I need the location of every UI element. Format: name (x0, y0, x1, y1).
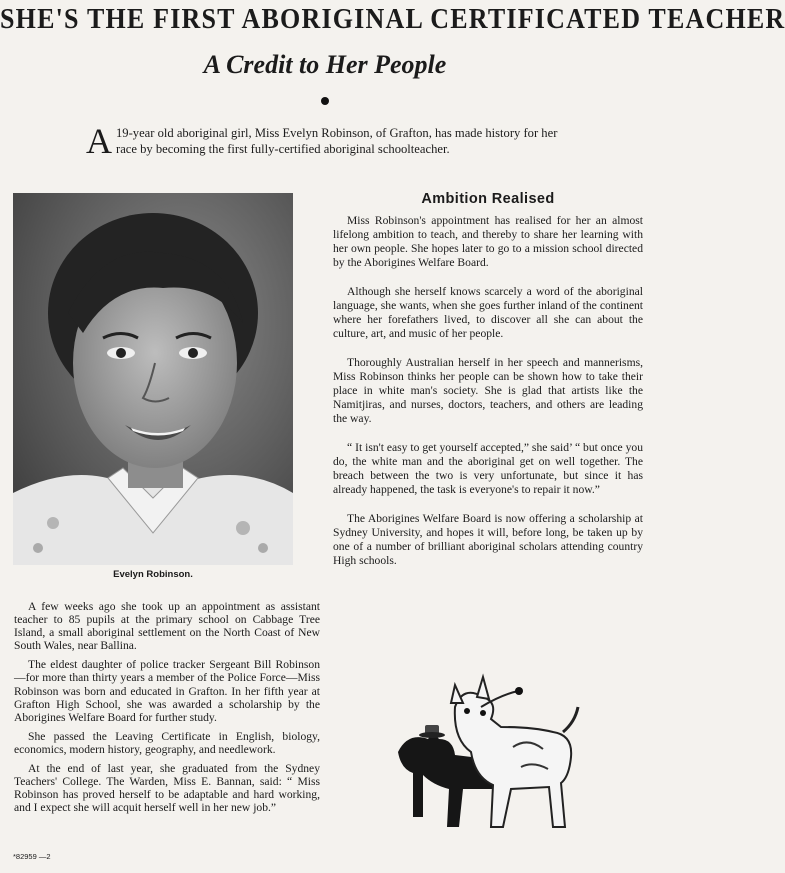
subheadline: A Credit to Her People (203, 50, 447, 79)
photo-caption: Evelyn Robinson. (113, 569, 193, 580)
portrait-photo (13, 193, 293, 565)
headline: SHE'S THE FIRST ABORIGINAL CERTIFICATED TEACHER (0, 2, 785, 35)
footer-code: *82959 —2 (13, 852, 51, 861)
left-paragraph: At the end of last year, she graduated from the Sydney Teachers' College. The Warden, Miss E. Bannan, said: “ Miss Robinson has proved herself to be adaptable and hard working, and I expect she will acquit herself well in her new job.” (14, 762, 320, 815)
left-paragraph: The eldest daughter of police tracker Sergeant Bill Robinson—for more than thirty years a member of the Police Force—Miss Robinson was born and educated in Grafton. In her fifth year at Grafton High School, she was awarded a scholarship by the Aborigines Welfare Board for further study. (14, 658, 320, 724)
left-column (14, 600, 320, 820)
section-heading: Ambition Realised (421, 191, 555, 207)
dogs-illustration (393, 677, 583, 842)
right-paragraph: Although she herself knows scarcely a word of the aboriginal language, she wants, when she goes further inland of the continent where her forefathers lived, to discover all she can about the culture, art, and music of her people. (333, 285, 643, 340)
right-paragraph: Thoroughly Australian herself in her speech and mannerisms, Miss Robinson thinks her people can be shown how to take their place in white man's society. She is glad that artists like the Namitjiras, and nurses, doctors, teachers, and others are leading the way. (333, 356, 643, 425)
intro-text: 19-year old aboriginal girl, Miss Evelyn Robinson, of Grafton, has made history for her race by becoming the first fully-certified aboriginal schoolteacher. (116, 126, 558, 156)
white-dog-icon (451, 677, 578, 827)
bullet-divider (321, 97, 329, 105)
right-paragraph: The Aborigines Welfare Board is now offering a scholarship at Sydney University, and hopes it will, before long, be taken up by one of a number of brilliant aboriginal scholars attending country High schools. (333, 512, 643, 567)
intro-paragraph (86, 121, 576, 161)
portrait-illustration (13, 193, 293, 565)
intro-dropcap: A (86, 121, 112, 161)
right-column (333, 192, 643, 583)
right-paragraph: “ It isn't easy to get yourself accepted,” she said’ “ but once you do, the white man and the aboriginal get on well together. The breach between the two is very unfortunate, but since it has already happened, the task is everyone's to repair it now.” (333, 441, 643, 496)
right-paragraph: Miss Robinson's appointment has realised for her an almost lifelong ambition to teach, and thereby to share her learning with her own people. She hopes later to go to a mission school directed by the Aborigines Welfare Board. (333, 214, 643, 269)
left-paragraph: She passed the Leaving Certificate in English, biology, economics, modern history, geography, and needlework. (14, 729, 320, 756)
left-paragraph: A few weeks ago she took up an appointment as assistant teacher to 85 pupils at the primary school on Cabbage Tree Island, a small aboriginal settlement on the North Coast of New South Wales, near Ballina. (14, 600, 320, 653)
